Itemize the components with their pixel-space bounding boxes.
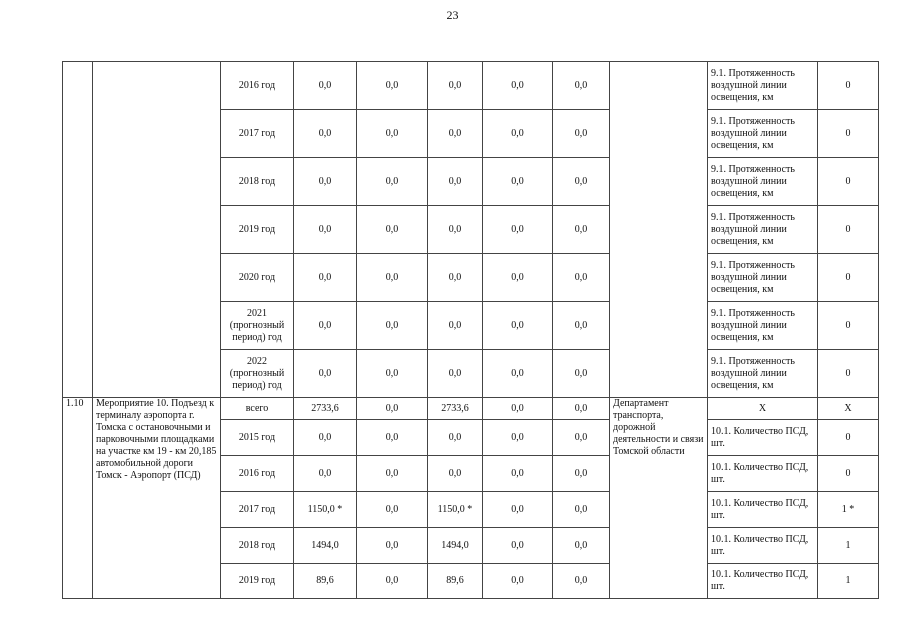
value-cell: 0,0 [483,564,553,599]
value-cell: 0,0 [357,564,428,599]
value-cell: 0,0 [553,564,610,599]
year-cell: 2018 год [221,528,294,564]
indicator-value-cell: 1 [818,564,879,599]
value-cell: 0,0 [553,302,610,350]
year-cell: 2016 год [221,456,294,492]
indicator-value-cell: X [818,398,879,420]
value-cell: 0,0 [357,206,428,254]
indicator-cell: 9.1. Протяженность воздушной линии освещения, км [708,206,818,254]
row-number-cell: 1.10 [63,398,93,599]
indicator-cell: 10.1. Количество ПСД, шт. [708,564,818,599]
indicator-cell: 9.1. Протяженность воздушной линии освещения, км [708,302,818,350]
value-cell: 0,0 [357,302,428,350]
value-cell: 0,0 [483,110,553,158]
indicator-cell: 10.1. Количество ПСД, шт. [708,528,818,564]
value-cell: 0,0 [483,420,553,456]
value-cell: 89,6 [294,564,357,599]
value-cell: 0,0 [294,158,357,206]
value-cell: 0,0 [357,420,428,456]
page-number: 23 [446,8,459,22]
year-cell: всего [221,398,294,420]
value-cell: 0,0 [357,350,428,398]
value-cell: 0,0 [294,110,357,158]
value-cell: 0,0 [483,62,553,110]
indicator-value-cell: 0 [818,110,879,158]
indicator-value-cell: 0 [818,302,879,350]
value-cell: 0,0 [294,254,357,302]
value-cell: 0,0 [428,420,483,456]
value-cell: 0,0 [553,254,610,302]
year-cell: 2018 год [221,158,294,206]
value-cell: 0,0 [357,110,428,158]
value-cell: 0,0 [428,456,483,492]
year-cell: 2019 год [221,564,294,599]
value-cell: 0,0 [553,206,610,254]
table-row [63,62,879,110]
value-cell: 0,0 [294,456,357,492]
indicator-cell: 10.1. Количество ПСД, шт. [708,456,818,492]
value-cell: 1150,0 * [428,492,483,528]
value-cell: 1494,0 [428,528,483,564]
value-cell: 0,0 [483,492,553,528]
indicator-value-cell: 0 [818,254,879,302]
indicator-value-cell: 0 [818,206,879,254]
value-cell: 0,0 [428,254,483,302]
year-cell: 2022 (прогнозный период) год [221,350,294,398]
year-cell: 2015 год [221,420,294,456]
value-cell: 0,0 [357,398,428,420]
year-cell: 2017 год [221,492,294,528]
value-cell: 1150,0 * [294,492,357,528]
indicator-cell: 9.1. Протяженность воздушной линии освещения, км [708,62,818,110]
indicator-cell: X [708,398,818,420]
value-cell: 0,0 [553,528,610,564]
value-cell: 0,0 [483,528,553,564]
year-cell: 2019 год [221,206,294,254]
executor-cell: Департамент транспорта, дорожной деятельности и связи Томской области [610,398,708,599]
program-table [62,61,879,599]
year-cell: 2020 год [221,254,294,302]
value-cell: 0,0 [294,206,357,254]
value-cell: 0,0 [357,528,428,564]
indicator-value-cell: 1 [818,528,879,564]
activity-cell [93,62,221,398]
value-cell: 0,0 [294,302,357,350]
value-cell: 0,0 [553,398,610,420]
indicator-value-cell: 0 [818,456,879,492]
value-cell: 0,0 [553,62,610,110]
value-cell: 0,0 [483,206,553,254]
value-cell: 0,0 [483,254,553,302]
activity-cell: Мероприятие 10. Подъезд к терминалу аэропорта г. Томска с остановочными и парковочными площадками на участке км 19 - км 20,185 автомобильной дороги Томск - Аэропорт (ПСД) [93,398,221,599]
year-cell: 2016 год [221,62,294,110]
indicator-cell: 9.1. Протяженность воздушной линии освещения, км [708,350,818,398]
value-cell: 0,0 [553,492,610,528]
indicator-value-cell: 0 [818,420,879,456]
value-cell: 0,0 [483,398,553,420]
value-cell: 0,0 [553,158,610,206]
value-cell: 0,0 [357,492,428,528]
value-cell: 0,0 [553,420,610,456]
indicator-value-cell: 1 * [818,492,879,528]
value-cell: 0,0 [428,302,483,350]
value-cell: 0,0 [483,158,553,206]
value-cell: 0,0 [553,110,610,158]
value-cell: 0,0 [553,350,610,398]
indicator-value-cell: 0 [818,158,879,206]
value-cell: 0,0 [553,456,610,492]
year-cell: 2017 год [221,110,294,158]
value-cell: 89,6 [428,564,483,599]
value-cell: 1494,0 [294,528,357,564]
value-cell: 0,0 [483,302,553,350]
row-number-cell [63,62,93,398]
value-cell: 0,0 [294,420,357,456]
indicator-cell: 9.1. Протяженность воздушной линии освещения, км [708,110,818,158]
indicator-cell: 10.1. Количество ПСД, шт. [708,492,818,528]
value-cell: 0,0 [294,350,357,398]
value-cell: 0,0 [357,254,428,302]
executor-cell [610,62,708,398]
indicator-value-cell: 0 [818,350,879,398]
value-cell: 0,0 [428,350,483,398]
table-row [63,398,879,420]
indicator-cell: 9.1. Протяженность воздушной линии освещения, км [708,158,818,206]
value-cell: 0,0 [428,158,483,206]
value-cell: 2733,6 [294,398,357,420]
value-cell: 2733,6 [428,398,483,420]
value-cell: 0,0 [357,158,428,206]
value-cell: 0,0 [428,110,483,158]
value-cell: 0,0 [483,456,553,492]
value-cell: 0,0 [428,62,483,110]
value-cell: 0,0 [357,62,428,110]
value-cell: 0,0 [357,456,428,492]
value-cell: 0,0 [428,206,483,254]
value-cell: 0,0 [294,62,357,110]
year-cell: 2021 (прогнозный период) год [221,302,294,350]
indicator-cell: 10.1. Количество ПСД, шт. [708,420,818,456]
value-cell: 0,0 [483,350,553,398]
indicator-value-cell: 0 [818,62,879,110]
indicator-cell: 9.1. Протяженность воздушной линии освещения, км [708,254,818,302]
